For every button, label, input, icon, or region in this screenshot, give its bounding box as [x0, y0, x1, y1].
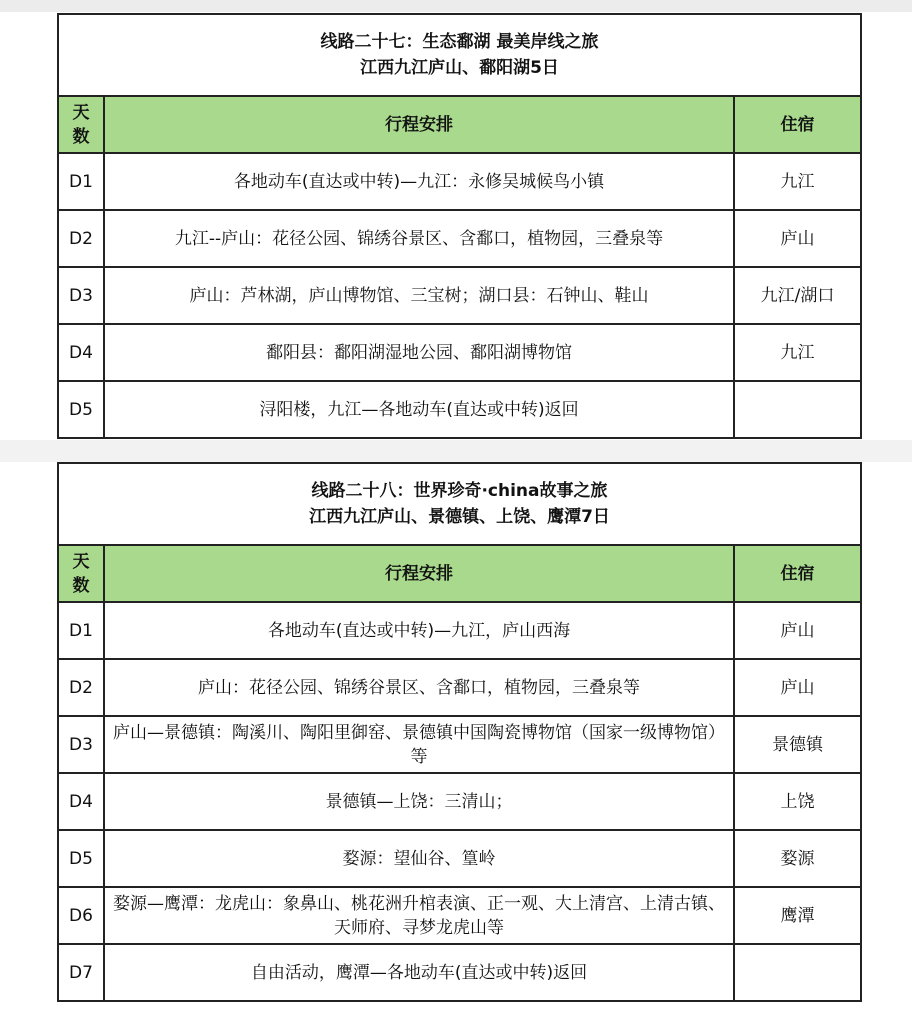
row-day: D5 [58, 830, 104, 887]
row-stay: 上饶 [734, 773, 861, 830]
row-stay: 景德镇 [734, 716, 861, 773]
row-stay: 九江 [734, 153, 861, 210]
row-itinerary: 九江--庐山：花径公园、锦绣谷景区、含鄱口，植物园，三叠泉等 [104, 210, 734, 267]
row-stay: 婺源 [734, 830, 861, 887]
row-stay [734, 944, 861, 1001]
row-itinerary: 庐山：花径公园、锦绣谷景区、含鄱口，植物园，三叠泉等 [104, 659, 734, 716]
header-day: 天数 [58, 545, 104, 602]
row-stay: 庐山 [734, 659, 861, 716]
table-row [58, 153, 861, 210]
route-title [58, 14, 861, 96]
row-stay: 鹰潭 [734, 887, 861, 944]
header-stay: 住宿 [734, 545, 861, 602]
table-row [58, 324, 861, 381]
header-itinerary: 行程安排 [104, 545, 734, 602]
route-title-row [58, 463, 861, 545]
table-row [58, 602, 861, 659]
row-itinerary: 婺源：望仙谷、篁岭 [104, 830, 734, 887]
row-itinerary: 各地动车(直达或中转)—九江：永修吴城候鸟小镇 [104, 153, 734, 210]
table-row [58, 830, 861, 887]
table-row [58, 381, 861, 438]
row-stay: 九江 [734, 324, 861, 381]
table-row [58, 944, 861, 1001]
route-title-line-2: 江西九江庐山、景德镇、上饶、鹰潭7日 [309, 507, 610, 527]
row-itinerary: 婺源—鹰潭：龙虎山：象鼻山、桃花洲升棺表演、正一观、大上清宫、上清古镇、天师府、寻梦龙虎山等 [104, 887, 734, 944]
table-row [58, 210, 861, 267]
row-stay [734, 381, 861, 438]
top-background-band [0, 0, 912, 12]
route-title [58, 463, 861, 545]
row-itinerary: 浔阳楼，九江—各地动车(直达或中转)返回 [104, 381, 734, 438]
route-title-line-1: 线路二十八：世界珍奇·china故事之旅 [311, 481, 608, 501]
header-row [58, 96, 861, 153]
route-title-line-2: 江西九江庐山、鄱阳湖5日 [360, 58, 559, 78]
header-itinerary: 行程安排 [104, 96, 734, 153]
row-day: D6 [58, 887, 104, 944]
header-row [58, 545, 861, 602]
row-day: D3 [58, 267, 104, 324]
table-row [58, 716, 861, 773]
row-itinerary: 景德镇—上饶：三清山； [104, 773, 734, 830]
header-day: 天数 [58, 96, 104, 153]
route-title-row [58, 14, 861, 96]
header-stay: 住宿 [734, 96, 861, 153]
row-day: D2 [58, 210, 104, 267]
table-row [58, 773, 861, 830]
row-itinerary: 自由活动，鹰潭—各地动车(直达或中转)返回 [104, 944, 734, 1001]
row-itinerary: 各地动车(直达或中转)—九江，庐山西海 [104, 602, 734, 659]
row-day: D2 [58, 659, 104, 716]
row-day: D3 [58, 716, 104, 773]
row-day: D4 [58, 324, 104, 381]
section-gap [0, 440, 912, 462]
row-itinerary: 庐山—景德镇：陶溪川、陶阳里御窑、景德镇中国陶瓷博物馆（国家一级博物馆）等 [104, 716, 734, 773]
row-day: D7 [58, 944, 104, 1001]
row-day: D1 [58, 153, 104, 210]
row-stay: 庐山 [734, 210, 861, 267]
route-title-line-1: 线路二十七：生态鄱湖 最美岸线之旅 [320, 32, 599, 52]
row-day: D5 [58, 381, 104, 438]
row-day: D1 [58, 602, 104, 659]
row-stay: 九江/湖口 [734, 267, 861, 324]
table-row [58, 267, 861, 324]
route-27-table [57, 13, 862, 439]
row-stay: 庐山 [734, 602, 861, 659]
row-itinerary: 庐山：芦林湖，庐山博物馆、三宝树；湖口县：石钟山、鞋山 [104, 267, 734, 324]
row-day: D4 [58, 773, 104, 830]
route-28-table [57, 462, 862, 1002]
table-row [58, 887, 861, 944]
row-itinerary: 鄱阳县：鄱阳湖湿地公园、鄱阳湖博物馆 [104, 324, 734, 381]
table-row [58, 659, 861, 716]
